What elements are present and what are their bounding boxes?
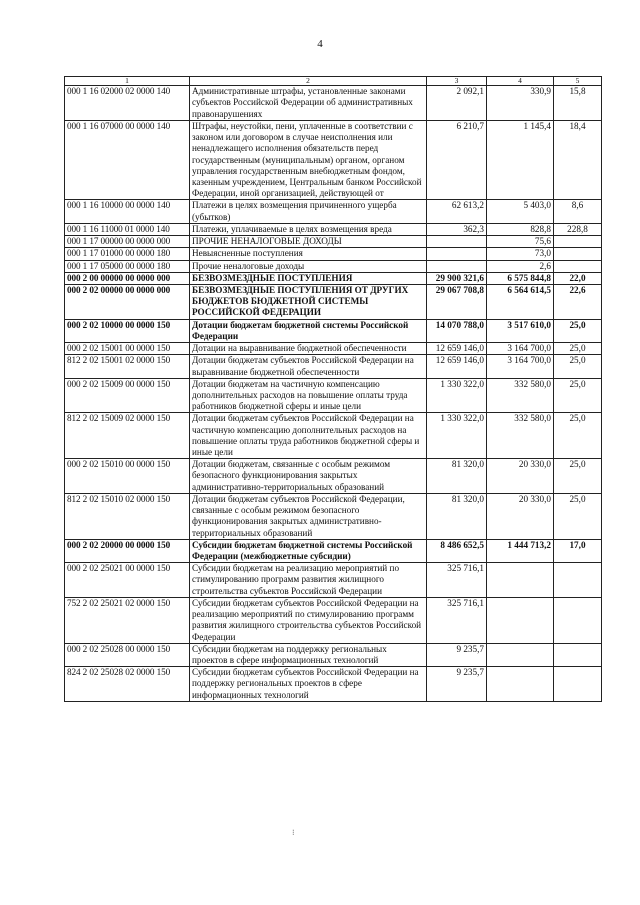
budget-code-cell: 000 1 17 05000 00 0000 180 (65, 260, 190, 272)
execution-percent-cell: 15,8 (554, 86, 602, 121)
execution-percent-cell: 25,0 (554, 413, 602, 459)
plan-amount-cell: 325 716,1 (427, 563, 487, 598)
budget-code-cell: 824 2 02 25028 02 0000 150 (65, 667, 190, 702)
revenue-name-cell: Дотации бюджетам субъектов Российской Федерации на выравнивание бюджетной обеспеченности (190, 355, 427, 378)
plan-amount-cell: 29 900 321,6 (427, 272, 487, 284)
plan-amount-cell (427, 248, 487, 260)
table-row (65, 343, 602, 355)
actual-amount-cell: 3 164 700,0 (487, 343, 554, 355)
plan-amount-cell: 362,3 (427, 223, 487, 235)
revenue-name-cell: Прочие неналоговые доходы (190, 260, 427, 272)
actual-amount-cell (487, 597, 554, 643)
plan-amount-cell: 9 235,7 (427, 667, 487, 702)
revenue-name-cell: Дотации бюджетам, связанные с особым режимом безопасного функционирования закрытых административно-территориальных образований (190, 459, 427, 494)
actual-amount-cell (487, 643, 554, 666)
plan-amount-cell: 62 613,2 (427, 200, 487, 223)
plan-amount-cell: 12 659 146,0 (427, 343, 487, 355)
column-number: 3 (427, 77, 487, 86)
actual-amount-cell: 20 330,0 (487, 493, 554, 539)
execution-percent-cell: 228,8 (554, 223, 602, 235)
column-number: 4 (487, 77, 554, 86)
plan-amount-cell: 2 092,1 (427, 86, 487, 121)
table-row (65, 319, 602, 342)
actual-amount-cell: 332 580,0 (487, 413, 554, 459)
plan-amount-cell (427, 260, 487, 272)
budget-code-cell: 000 1 16 07000 00 0000 140 (65, 120, 190, 200)
plan-amount-cell: 6 210,7 (427, 120, 487, 200)
revenue-name-cell: Субсидии бюджетам субъектов Российской Федерации на поддержку региональных проектов в сфере информационных технологий (190, 667, 427, 702)
table-body (65, 77, 602, 702)
table-row (65, 643, 602, 666)
table-row (65, 236, 602, 248)
actual-amount-cell: 330,9 (487, 86, 554, 121)
budget-code-cell: 752 2 02 25021 02 0000 150 (65, 597, 190, 643)
actual-amount-cell: 1 145,4 (487, 120, 554, 200)
plan-amount-cell: 81 320,0 (427, 459, 487, 494)
column-number: 2 (190, 77, 427, 86)
execution-percent-cell: 8,6 (554, 200, 602, 223)
plan-amount-cell: 9 235,7 (427, 643, 487, 666)
actual-amount-cell: 73,0 (487, 248, 554, 260)
table-row (65, 260, 602, 272)
revenue-name-cell: Штрафы, неустойки, пени, уплаченные в соответствии с законом или договором в случае неисполнения или ненадлежащего исполнения обязательств перед государственным (муниципальным) органом, органом управления государственным внебюджетным фондом, казенным учреждением, Центральным банком Российской Федерации, иной организацией, действующей от (190, 120, 427, 200)
plan-amount-cell: 14 070 788,0 (427, 319, 487, 342)
table-row (65, 200, 602, 223)
actual-amount-cell: 6 564 614,5 (487, 284, 554, 319)
actual-amount-cell: 1 444 713,2 (487, 539, 554, 562)
revenue-name-cell: Субсидии бюджетам бюджетной системы Российской Федерации (межбюджетные субсидии) (190, 539, 427, 562)
budget-code-cell: 000 2 02 15009 00 0000 150 (65, 378, 190, 413)
column-number: 1 (65, 77, 190, 86)
revenue-name-cell: БЕЗВОЗМЕЗДНЫЕ ПОСТУПЛЕНИЯ (190, 272, 427, 284)
actual-amount-cell: 5 403,0 (487, 200, 554, 223)
scan-mark: ⁝ (292, 828, 295, 837)
revenue-name-cell: Невыясненные поступления (190, 248, 427, 260)
table-row (65, 493, 602, 539)
budget-code-cell: 812 2 02 15009 02 0000 150 (65, 413, 190, 459)
plan-amount-cell: 1 330 322,0 (427, 413, 487, 459)
table-row (65, 248, 602, 260)
budget-code-cell: 000 1 16 11000 01 0000 140 (65, 223, 190, 235)
actual-amount-cell: 20 330,0 (487, 459, 554, 494)
budget-code-cell: 000 1 16 02000 02 0000 140 (65, 86, 190, 121)
budget-code-cell: 000 2 02 25021 00 0000 150 (65, 563, 190, 598)
table-row (65, 86, 602, 121)
execution-percent-cell (554, 643, 602, 666)
revenue-name-cell: Субсидии бюджетам на реализацию мероприятий по стимулированию программ развития жилищного строительства субъектов Российской Федерации (190, 563, 427, 598)
revenue-name-cell: Дотации бюджетам субъектов Российской Федерации, связанные с особым режимом безопасного функционирования закрытых административно-территориальных образований (190, 493, 427, 539)
actual-amount-cell: 6 575 844,8 (487, 272, 554, 284)
plan-amount-cell: 29 067 708,8 (427, 284, 487, 319)
plan-amount-cell: 12 659 146,0 (427, 355, 487, 378)
execution-percent-cell: 25,0 (554, 319, 602, 342)
execution-percent-cell: 22,0 (554, 272, 602, 284)
table-row (65, 284, 602, 319)
actual-amount-cell (487, 563, 554, 598)
table-row (65, 667, 602, 702)
budget-code-cell: 000 2 02 15001 00 0000 150 (65, 343, 190, 355)
plan-amount-cell: 1 330 322,0 (427, 378, 487, 413)
budget-code-cell: 812 2 02 15001 02 0000 150 (65, 355, 190, 378)
table-row (65, 120, 602, 200)
budget-code-cell: 000 2 02 25028 00 0000 150 (65, 643, 190, 666)
revenue-name-cell: Дотации бюджетам на частичную компенсацию дополнительных расходов на повышение оплаты труда работников бюджетной сферы и иные цели (190, 378, 427, 413)
budget-code-cell: 000 2 02 10000 00 0000 150 (65, 319, 190, 342)
actual-amount-cell (487, 667, 554, 702)
execution-percent-cell (554, 248, 602, 260)
execution-percent-cell: 25,0 (554, 343, 602, 355)
table-row (65, 459, 602, 494)
plan-amount-cell: 8 486 652,5 (427, 539, 487, 562)
execution-percent-cell: 17,0 (554, 539, 602, 562)
execution-percent-cell (554, 597, 602, 643)
budget-code-cell: 000 2 02 20000 00 0000 150 (65, 539, 190, 562)
execution-percent-cell (554, 260, 602, 272)
table-row (65, 378, 602, 413)
column-number: 5 (554, 77, 602, 86)
budget-code-cell: 000 2 00 00000 00 0000 000 (65, 272, 190, 284)
revenue-name-cell: БЕЗВОЗМЕЗДНЫЕ ПОСТУПЛЕНИЯ ОТ ДРУГИХ БЮДЖЕТОВ БЮДЖЕТНОЙ СИСТЕМЫ РОССИЙСКОЙ ФЕДЕРАЦИИ (190, 284, 427, 319)
execution-percent-cell: 18,4 (554, 120, 602, 200)
table-row (65, 413, 602, 459)
plan-amount-cell: 325 716,1 (427, 597, 487, 643)
budget-code-cell: 000 1 17 01000 00 0000 180 (65, 248, 190, 260)
actual-amount-cell: 332 580,0 (487, 378, 554, 413)
execution-percent-cell: 25,0 (554, 493, 602, 539)
actual-amount-cell: 2,6 (487, 260, 554, 272)
column-number-row (65, 77, 602, 86)
plan-amount-cell (427, 236, 487, 248)
actual-amount-cell: 3 517 610,0 (487, 319, 554, 342)
revenue-name-cell: Платежи, уплачиваемые в целях возмещения вреда (190, 223, 427, 235)
table-row (65, 563, 602, 598)
budget-code-cell: 000 2 02 15010 00 0000 150 (65, 459, 190, 494)
budget-code-cell: 812 2 02 15010 02 0000 150 (65, 493, 190, 539)
revenue-name-cell: Административные штрафы, установленные законами субъектов Российской Федерации об административных правонарушениях (190, 86, 427, 121)
table-row (65, 355, 602, 378)
budget-code-cell: 000 2 02 00000 00 0000 000 (65, 284, 190, 319)
budget-code-cell: 000 1 17 00000 00 0000 000 (65, 236, 190, 248)
table-row (65, 597, 602, 643)
execution-percent-cell (554, 563, 602, 598)
budget-revenue-table (64, 76, 602, 702)
execution-percent-cell (554, 236, 602, 248)
revenue-name-cell: Субсидии бюджетам на поддержку региональных проектов в сфере информационных технологий (190, 643, 427, 666)
revenue-name-cell: Дотации бюджетам бюджетной системы Российской Федерации (190, 319, 427, 342)
actual-amount-cell: 75,6 (487, 236, 554, 248)
page-number: 4 (317, 38, 323, 50)
execution-percent-cell: 22,6 (554, 284, 602, 319)
execution-percent-cell: 25,0 (554, 459, 602, 494)
table-row (65, 539, 602, 562)
table-row (65, 272, 602, 284)
revenue-name-cell: ПРОЧИЕ НЕНАЛОГОВЫЕ ДОХОДЫ (190, 236, 427, 248)
execution-percent-cell (554, 667, 602, 702)
actual-amount-cell: 828,8 (487, 223, 554, 235)
revenue-name-cell: Дотации на выравнивание бюджетной обеспеченности (190, 343, 427, 355)
plan-amount-cell: 81 320,0 (427, 493, 487, 539)
revenue-name-cell: Дотации бюджетам субъектов Российской Федерации на частичную компенсацию дополнительных расходов на повышение оплаты труда работников бюджетной сферы и иные цели (190, 413, 427, 459)
execution-percent-cell: 25,0 (554, 378, 602, 413)
revenue-name-cell: Субсидии бюджетам субъектов Российской Федерации на реализацию мероприятий по стимулированию программ развития жилищного строительства субъектов Российской Федерации (190, 597, 427, 643)
execution-percent-cell: 25,0 (554, 355, 602, 378)
budget-code-cell: 000 1 16 10000 00 0000 140 (65, 200, 190, 223)
actual-amount-cell: 3 164 700,0 (487, 355, 554, 378)
revenue-name-cell: Платежи в целях возмещения причиненного ущерба (убытков) (190, 200, 427, 223)
table-row (65, 223, 602, 235)
